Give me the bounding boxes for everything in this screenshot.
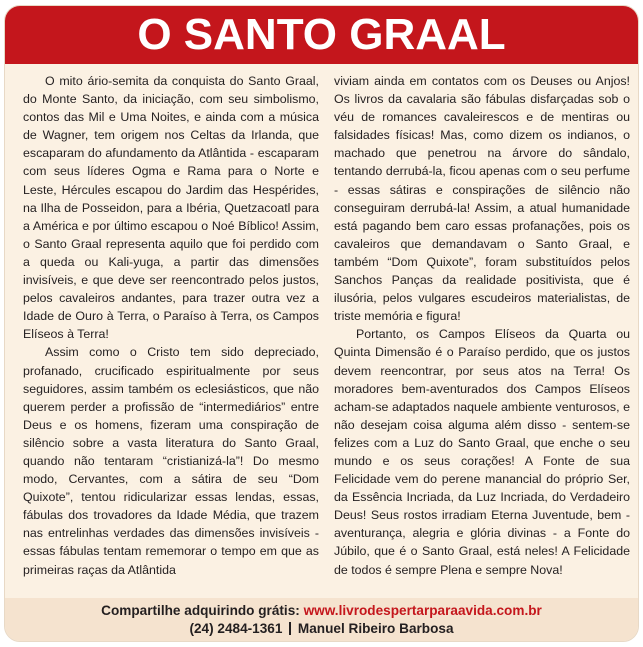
paragraph: O mito ário-semita da conquista do Santo Graal, do Monte Santo, da iniciação, com seu simbolismo, contos das Mil e Uma Noites, e ainda com a música de Wagner, tem origem nos Celtas da Irlanda, que escaparam do afundamento da Atlântida - escaparam com seus líderes Ogma e Rama para o Norte e Leste, Hércules escapou do Jardim das Hespérides, na Ilha de Posseidon, para a Ibéria, Quetzacoatl para a América e por último escapou o Noé Bíblico! Assim, o Santo Graal representa aquilo que foi perdido com a queda ou Kali-yuga, a partir das dimensões invisíveis, e que deve ser reencontrado pelos justos, pelos cavaleiros andantes, para trazer outra vez a Idade de Ouro à Terra, o Paraíso à Terra, os Campos Elíseos à Terra! [23, 74, 319, 342]
article-title: O SANTO GRAAL [137, 10, 506, 59]
footer-line-share [5, 602, 638, 620]
article-card [4, 5, 639, 642]
author-name: Manuel Ribeiro Barbosa [297, 621, 454, 636]
paragraph-continuation: viviam ainda em contatos com os Deuses ou Anjos! Os livros da cavalaria são fábulas disfarçadas sob o véu de romances cavaleirescos e de mentiras ou falsidades físicas! Mas, como dizem os indianos, o machado que penetrou na árvore do sândalo, tentando derrubá-la, ficou apenas com o seu perfume - essas sátiras e conspirações de silêncio não conseguiram derrubá-la! Assim, a atual humanidade está pagando bem caro essas profanações, pois os cavaleiros que demandavam o Santo Graal, e também “Dom Quixote”, foram substituídos pelos Sanchos Panças da realidade positivista, que é ilusória, pelos vulgares escudeiros materialistas, de triste memória e figura! [334, 74, 630, 324]
share-label: Compartilhe adquirindo grátis: [101, 603, 300, 618]
separator-divider [289, 622, 291, 635]
left-column [23, 72, 319, 596]
article-body [23, 72, 630, 596]
phone-number: (24) 2484-1361 [189, 621, 283, 636]
paragraph: Assim como o Cristo tem sido depreciado, profanado, crucificado espiritualmente por seus seguidores, assim também os eclesiásticos, que não querem perder a profissão de “intermediários” entre Deus e os homens, fizeram uma conspiração de silêncio sobre a vasta literatura do Santo Graal, quando não tentaram “cristianizá-la”! Do mesmo modo, Cervantes, com a sátira de seu “Dom Quixote”, tentou ridicularizar essas lendas, essas, fábulas dos trovadores da Idade Média, que trazem nas entrelinhas verdades das dimensões invisíveis - essas fábulas tentam rememorar o tempo em que as primeiras raças da Atlântida [23, 345, 319, 577]
footer-band [5, 598, 638, 642]
footer-line-contact [5, 620, 638, 638]
right-column [334, 72, 630, 596]
website-link[interactable]: www.livrodespertarparaavida.com.br [303, 603, 542, 618]
title-banner [5, 6, 638, 64]
paragraph: Portanto, os Campos Elíseos da Quarta ou Quinta Dimensão é o Paraíso perdido, que os justos devem reencontrar, por seus atos na Terra! Os moradores bem-aventurados dos Campos Elíseos acham-se adaptados naquele ambiente venturosos, e não desejam coisa alguma além disso - sentem-se felizes com a Luz do Santo Graal, que enche o seu mundo e os seus corações! A Fonte de sua Felicidade vem do perene manancial do próprio Ser, da Essência Incriada, da Luz Incriada, do Verdadeiro Deus! Seus rostos irradiam Eterna Juventude, bem - aventurança, alegria e glória divinas - a Fonte do Júbilo, que é o Santo Graal, está neles! A Felicidade de todos é sempre Plena e sempre Nova! [334, 327, 630, 577]
